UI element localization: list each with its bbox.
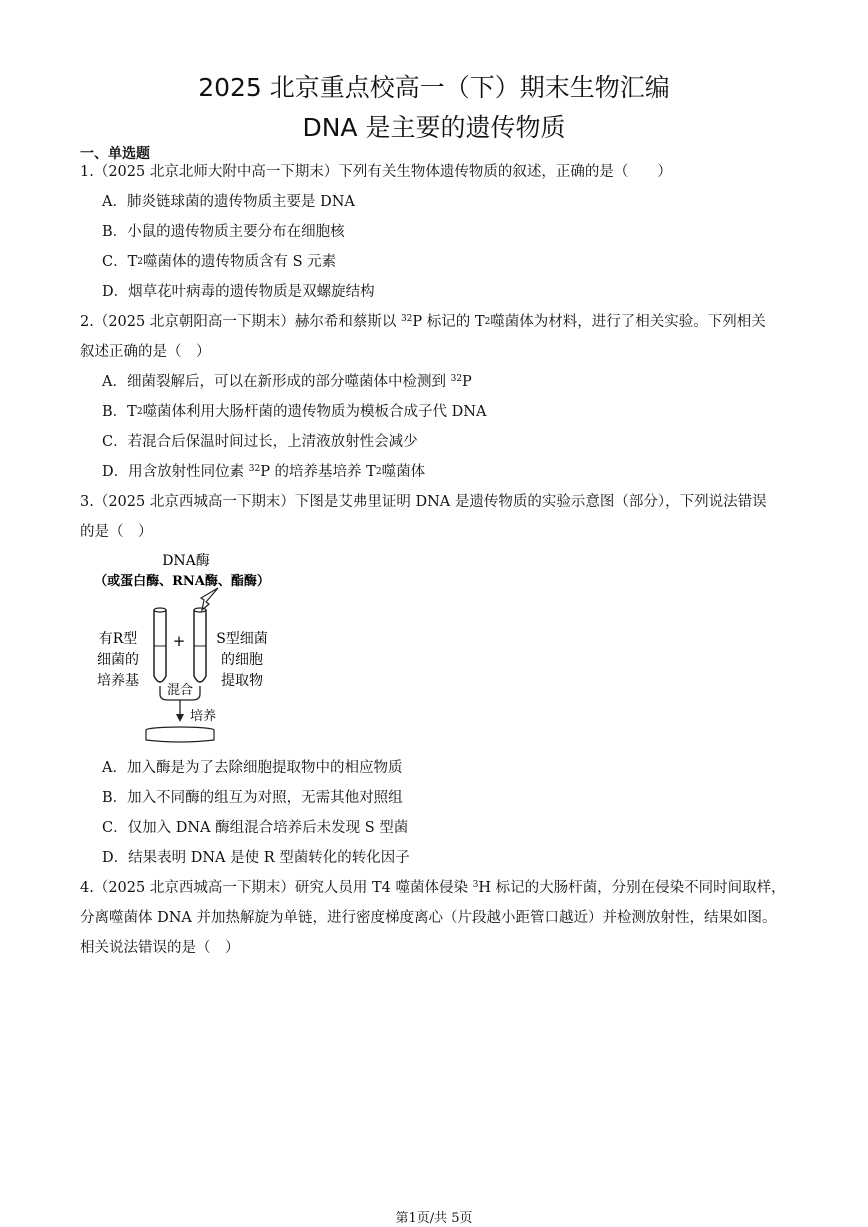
right-label-1: S型细菌: [216, 631, 268, 647]
section-heading: 一、单选题: [80, 146, 150, 162]
culture-label: 培养: [189, 709, 217, 724]
enzyme-arrow: [201, 588, 218, 610]
enzyme-label: DNA酶: [162, 553, 210, 569]
question-4-stem-cont2: 相关说法错误的是（ ）: [80, 940, 240, 956]
down-arrow-icon: [176, 714, 184, 722]
question-3-option-c: C．仅加入 DNA 酶组混合培养后未发现 S 型菌: [102, 820, 409, 836]
page-subtitle: DNA 是主要的遗传物质: [302, 113, 566, 142]
question-2-stem: 2.（2025 北京朝阳高一下期末）赫尔希和蔡斯以 $^{32}$P 标记的 T2噬菌体为材料，进行了相关实验。下列相关: [80, 314, 766, 330]
page-title: 2025 北京重点校高一（下）期末生物汇编: [198, 73, 670, 102]
question-2-option-c: C．若混合后保温时间过长，上清液放射性会减少: [102, 434, 418, 450]
left-label-2: 细菌的: [97, 652, 139, 668]
question-3-stem: 3.（2025 北京西城高一下期末）下图是艾弗里证明 DNA 是遗传物质的实验示意图（部分），下列说法错误: [80, 494, 767, 510]
right-label-2: 的细胞: [221, 652, 263, 668]
question-3-stem-cont: 的是（ ）: [80, 524, 153, 540]
experiment-diagram: [78, 548, 298, 748]
plus-sign: +: [172, 632, 186, 650]
enzyme-alt-label: （或蛋白酶、RNA酶、酯酶）: [94, 574, 270, 589]
left-label-1: 有R型: [98, 631, 138, 647]
mix-label: 混合: [166, 683, 194, 698]
question-2-stem-cont: 叙述正确的是（ ）: [80, 344, 211, 360]
question-1-option-d: D．烟草花叶病毒的遗传物质是双螺旋结构: [102, 284, 375, 300]
question-2-option-a: A．细菌裂解后，可以在新形成的部分噬菌体中检测到 $^{32}$P: [102, 374, 472, 390]
question-3-option-d: D．结果表明 DNA 是使 R 型菌转化的转化因子: [102, 850, 410, 866]
right-label-3: 提取物: [221, 673, 263, 689]
question-1-option-c: C．T2噬菌体的遗传物质含有 S 元素: [102, 254, 337, 270]
left-label-3: 培养基: [97, 673, 139, 689]
question-3-option-b: B．加入不同酶的组互为对照，无需其他对照组: [102, 790, 403, 806]
question-1-stem: 1.（2025 北京北师大附中高一下期末）下列有关生物体遗传物质的叙述，正确的是（ ）: [80, 164, 672, 180]
page-footer: 第1页/共 5页: [395, 1211, 473, 1226]
question-2-option-d: D．用含放射性同位素 $^{32}$P 的培养基培养 T2噬菌体: [102, 464, 426, 480]
question-1-option-a: A．肺炎链球菌的遗传物质主要是 DNA: [102, 194, 355, 210]
question-4-stem: 4.（2025 北京西城高一下期末）研究人员用 T4 噬菌体侵染 $^3$H 标记的大肠杆菌，分别在侵染不同时间取样，: [80, 880, 786, 896]
question-1-option-b: B．小鼠的遗传物质主要分布在细胞核: [102, 224, 345, 240]
question-3-option-a: A．加入酶是为了去除细胞提取物中的相应物质: [102, 760, 403, 776]
question-2-option-b: B．T2噬菌体利用大肠杆菌的遗传物质为模板合成子代 DNA: [102, 404, 487, 420]
question-4-stem-cont: 分离噬菌体 DNA 并加热解旋为单链，进行密度梯度离心（片段越小距管口越近）并检测放射性，结果如图。: [80, 910, 777, 926]
